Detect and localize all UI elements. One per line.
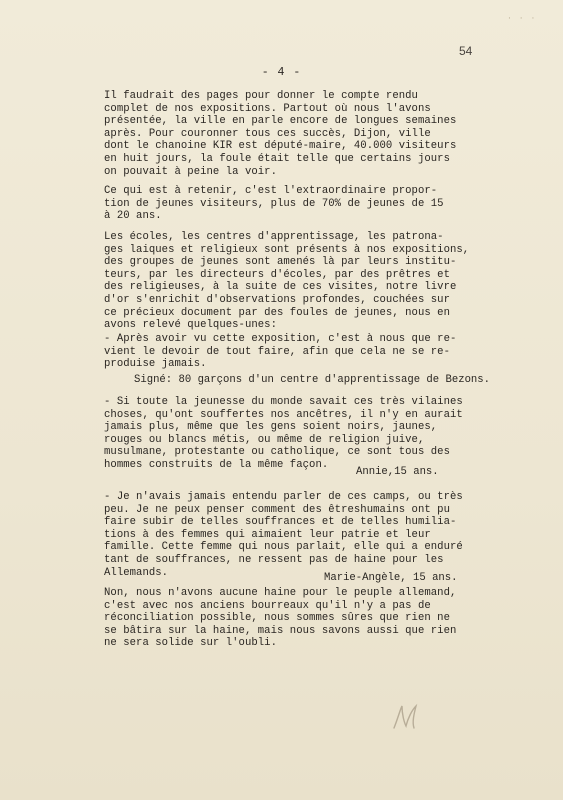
text-line: tions à des femmes qui aimaient leur patrie et leur <box>104 528 431 541</box>
paragraph <box>104 491 524 579</box>
text-line: musulmane, protestante ou catholique, ce sont tous des <box>104 446 450 459</box>
text-line: d'or s'enrichit d'observations profondes, couchées sur <box>104 293 450 306</box>
text-line: choses, qu'ont souffertes nos ancêtres, il n'y en aurait <box>104 408 463 421</box>
text-line: produise jamais. <box>104 358 207 371</box>
signature-line: Signé: 80 garçons d'un centre d'apprentissage de Bezons. <box>134 374 491 386</box>
signature-block <box>104 572 524 585</box>
text-line: Non, nous n'avons aucune haine pour le peuple allemand, <box>104 587 457 599</box>
text-line: faire subir de telles souffrances et de telles humilia- <box>104 516 457 529</box>
text-line: on pouvait à peine la voir. <box>104 165 277 178</box>
text-line: hommes construits de la même façon. <box>104 458 329 471</box>
text-line: Ce qui est à retenir, c'est l'extraordinaire propor- <box>104 185 438 197</box>
text-line: complet de nos expositions. Partout où nous l'avons <box>104 102 431 115</box>
text-line: ce précieux document par des foules de jeunes, nous en <box>104 306 450 319</box>
text-line: se bâtira sur la haine, mais nous savons aussi que rien <box>104 624 457 637</box>
text-line: teurs, par les directeurs d'écoles, par des prêtres et <box>104 268 450 281</box>
text-line: à 20 ans. <box>104 210 162 223</box>
text-line: - Après avoir vu cette exposition, c'est à nous que re- <box>104 333 457 345</box>
text-line: Les écoles, les centres d'apprentissage, les patrona- <box>104 231 444 243</box>
text-line: - Je n'avais jamais entendu parler de ces camps, ou très <box>104 491 463 503</box>
text-line: jamais plus, même que les gens soient noirs, jaunes, <box>104 421 438 434</box>
text-line: après. Pour couronner tous ces succès, Dijon, ville <box>104 127 431 140</box>
folio-number: 54 <box>459 44 473 58</box>
text-line: rouges ou blancs métis, ou même de religion juive, <box>104 433 425 446</box>
signature-block <box>104 466 524 479</box>
text-line: tion de jeunes visiteurs, plus de 70% de jeunes de 15 <box>104 197 444 210</box>
text-line: peu. Je ne peux penser comment des êtreshumains ont pu <box>104 503 450 516</box>
paragraph <box>104 333 524 371</box>
text-line: avons relevé quelques-unes: <box>104 319 277 332</box>
text-line: famille. Cette femme qui nous parlait, elle qui a enduré <box>104 541 463 554</box>
text-line: dont le chanoine KIR est député-maire, 40.000 visiteurs <box>104 140 457 153</box>
text-line: en huit jours, la foule était telle que certains jours <box>104 152 450 165</box>
text-line: ne sera solide sur l'oubli. <box>104 637 277 650</box>
text-line: Allemands. <box>104 566 169 579</box>
text-line: des groupes de jeunes sont amenés là par leurs institu- <box>104 256 457 269</box>
paragraph <box>104 396 524 472</box>
page-number: - 4 - <box>261 66 302 79</box>
text-line: réconciliation possible, nous sommes sûres que rien ne <box>104 612 450 625</box>
text-line: - Si toute la jeunesse du monde savait ces très vilaines <box>104 396 463 408</box>
paragraph <box>104 185 524 223</box>
paragraph <box>104 587 524 650</box>
signature-line: Annie,15 ans. <box>356 466 439 478</box>
text-line: vient le devoir de tout faire, afin que cela ne se re- <box>104 345 450 358</box>
text-line: tant de souffrances, ne ressent pas de haine pour les <box>104 553 444 566</box>
text-line: présentée, la ville en parle encore de longues semaines <box>104 115 457 128</box>
signature-block <box>104 374 524 387</box>
handwritten-mark-icon <box>390 702 424 732</box>
margin-dots: · · · <box>508 14 538 24</box>
text-line: des religieuses, à la suite de ces visites, notre livre <box>104 281 457 294</box>
paragraph <box>104 231 524 332</box>
text-line: ges laiques et religieux sont présents à nos expositions, <box>104 243 470 256</box>
text-line: c'est avec nos anciens bourreaux qu'il n'y a pas de <box>104 599 431 612</box>
paragraph <box>104 90 524 178</box>
signature-line: Marie-Angèle, 15 ans. <box>324 572 458 584</box>
text-line: Il faudrait des pages pour donner le compte rendu <box>104 90 418 102</box>
